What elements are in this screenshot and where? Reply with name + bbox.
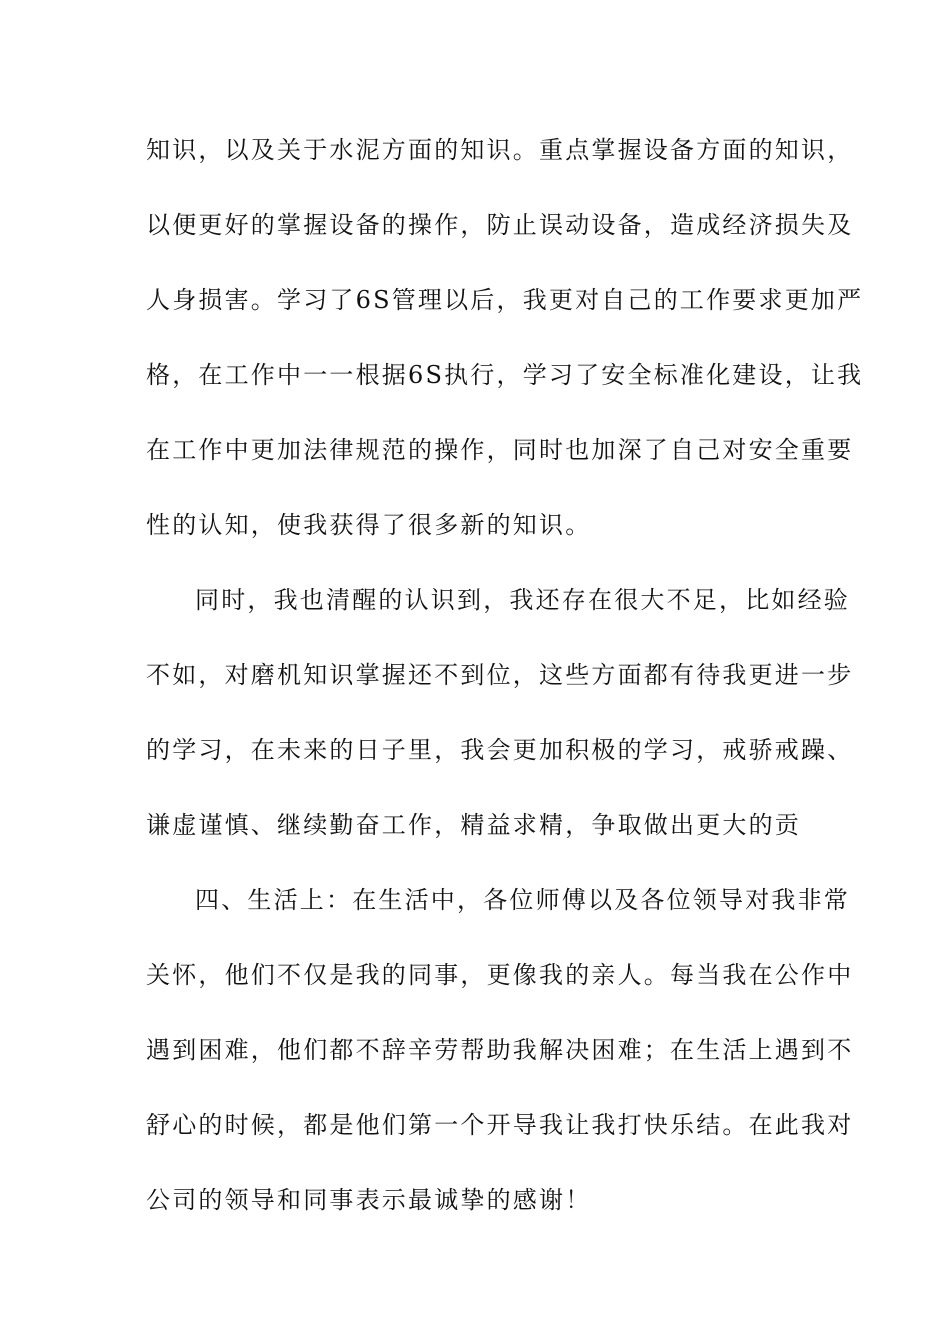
text-line: 舒心的时候，都是他们第一个开导我让我打快乐结。在此我对: [146, 1111, 854, 1139]
text-line: 在工作中更加法律规范的操作，同时也加深了自己对安全重要: [146, 436, 854, 464]
text-line: 不如，对磨机知识掌握还不到位，这些方面都有待我更进一步: [146, 661, 854, 689]
text-line: 人身损害。学习了6S管理以后，我更对自己的工作要求更加严: [146, 286, 864, 314]
text-line: 的学习，在未来的日子里，我会更加积极的学习，戒骄戒躁、: [146, 736, 854, 764]
text-line: 知识，以及关于水泥方面的知识。重点掌握设备方面的知识，: [146, 136, 854, 164]
text-line: 以便更好的掌握设备的操作，防止误动设备，造成经济损失及: [146, 211, 854, 239]
text-line: 谦虚谨慎、继续勤奋工作，精益求精，争取做出更大的贡: [146, 811, 801, 839]
text-line: 遇到困难，他们都不辞辛劳帮助我解决困难；在生活上遇到不: [146, 1036, 854, 1064]
paragraph-first-line: 四、生活上：在生活中，各位师傅以及各位领导对我非常: [195, 886, 850, 914]
text-line: 格，在工作中一一根据6S执行，学习了安全标准化建设，让我: [146, 361, 864, 389]
text-line: 公司的领导和同事表示最诚挚的感谢！: [146, 1186, 592, 1214]
text-line: 关怀，他们不仅是我的同事，更像我的亲人。每当我在公作中: [146, 961, 854, 989]
paragraph-first-line: 同时，我也清醒的认识到，我还存在很大不足，比如经验: [195, 586, 850, 614]
text-line: 性的认知，使我获得了很多新的知识。: [146, 511, 592, 539]
